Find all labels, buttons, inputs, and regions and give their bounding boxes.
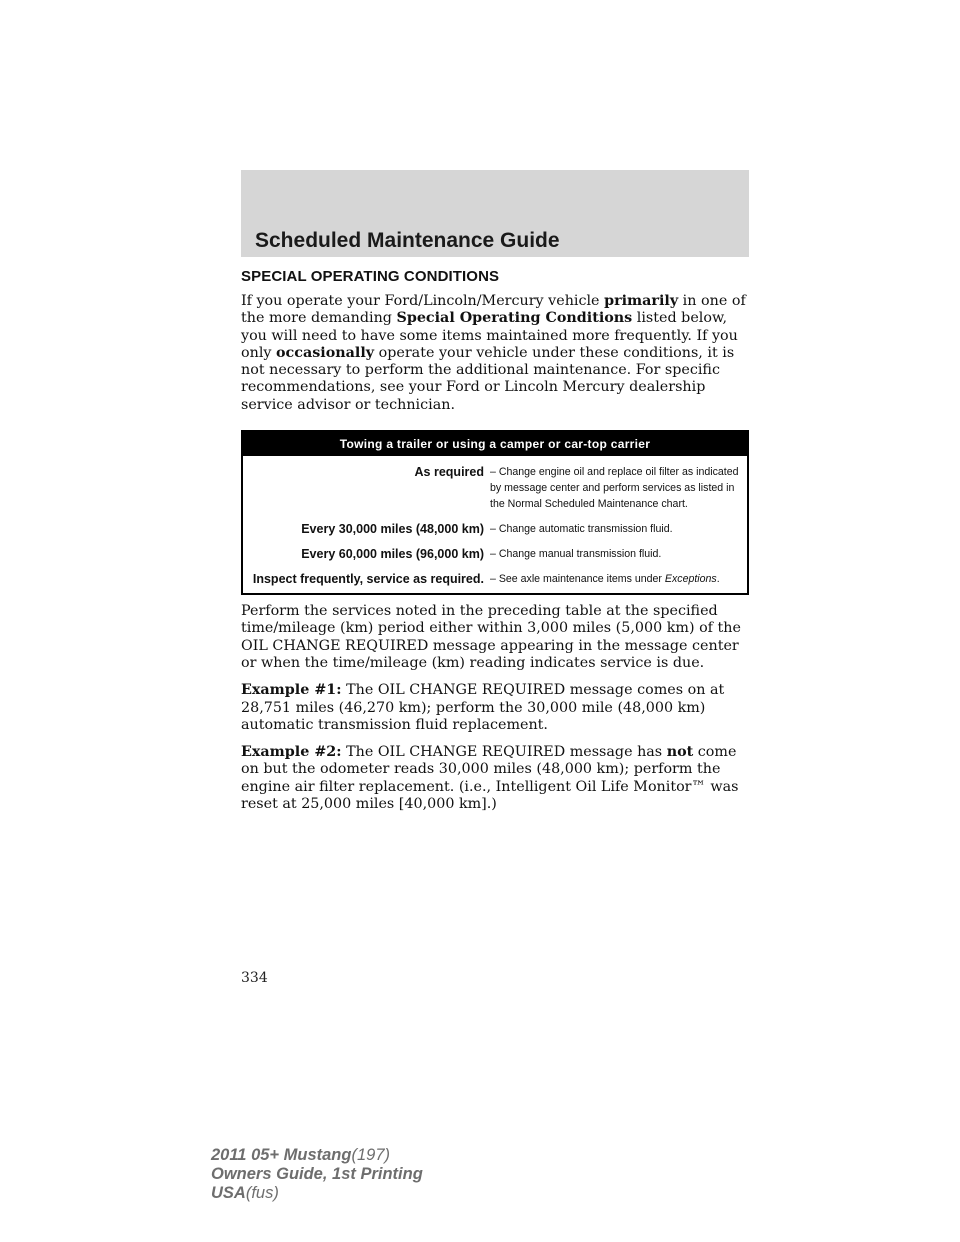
footer-model: 2011 05+ Mustang — [211, 1146, 352, 1164]
section-header-band — [241, 170, 749, 257]
example-1-text: The OIL CHANGE REQUIRED message comes on at 28,751 miles (46,270 km); perform the 30,000 mile (48,000 km) automatic transmission fluid replacement. — [241, 682, 725, 733]
action-end: . — [716, 573, 720, 586]
interval-cell: Every 60,000 miles (96,000 km) — [301, 547, 484, 562]
action-cell — [490, 571, 741, 587]
table-row — [243, 546, 741, 562]
example-2-label: Example #2: — [241, 744, 342, 761]
intro-bold-primarily: primarily — [604, 293, 679, 309]
intro-text-3: listed below, you will need to have some items maintained more frequently. If you only — [241, 310, 738, 361]
table-row — [243, 571, 741, 587]
action-text: – See axle maintenance items under — [490, 573, 665, 586]
footer-line-3 — [211, 1184, 423, 1203]
example-1-paragraph — [241, 682, 753, 734]
exceptions-link-text: Exceptions — [664, 573, 717, 586]
main-content — [241, 268, 753, 823]
table-header: Towing a trailer or using a camper or car-top carrier — [243, 432, 747, 456]
table-body — [243, 456, 747, 593]
section-heading: SPECIAL OPERATING CONDITIONS — [241, 268, 500, 285]
intro-text-2: in one of the more demanding — [241, 293, 746, 327]
print-footer — [211, 1146, 423, 1203]
example-1-label: Example #1: — [241, 682, 342, 699]
intro-bold-occasionally: occasionally — [276, 344, 375, 361]
after-table-paragraph: Perform the services noted in the preceding table at the specified time/mileage (km) period either within 3,000 miles (5,000 km) of the OIL CHANGE REQUIRED message appearing in the message center or when the time/mileage (km) reading indicates service is due. — [241, 603, 741, 671]
example-2-paragraph — [241, 744, 753, 813]
action-cell: – Change manual transmission fluid. — [490, 548, 662, 561]
interval-cell: As required — [414, 465, 484, 480]
example-2-bold-not: not — [666, 744, 694, 761]
intro-paragraph — [241, 293, 753, 414]
intro-text-4: operate your vehicle under these conditions, it is not necessary to perform the additional maintenance. For specific recommendations, see your Ford or Lincoln Mercury dealership service advisor or technician. — [241, 344, 735, 413]
footer-line-2: Owners Guide, 1st Printing — [211, 1165, 423, 1183]
action-cell: – Change engine oil and replace oil filter as indicated by message center and perform services as listed in the Normal Scheduled Maintenance chart. — [490, 466, 739, 511]
footer-region-code: (fus) — [245, 1184, 279, 1202]
footer-region: USA — [211, 1184, 246, 1202]
page-number: 334 — [241, 970, 268, 986]
action-cell: – Change automatic transmission fluid. — [490, 523, 673, 536]
intro-bold-conditions: Special Operating Conditions — [396, 310, 633, 327]
footer-line-1 — [211, 1146, 423, 1165]
footer-model-code: (197) — [351, 1146, 390, 1164]
interval-cell: Inspect frequently, service as required. — [252, 572, 484, 587]
table-row — [243, 521, 741, 537]
maintenance-table — [241, 430, 749, 595]
interval-cell: Every 30,000 miles (48,000 km) — [301, 522, 484, 537]
table-row — [243, 464, 741, 512]
example-2-text-2: come on but the odometer reads 30,000 miles (48,000 km); perform the engine air filter replacement. (i.e., Intelligent Oil Life Monitor™ was reset at 25,000 miles [40,000 km].) — [241, 744, 739, 813]
intro-text-1: If you operate your Ford/Lincoln/Mercury vehicle — [241, 293, 605, 309]
page-title: Scheduled Maintenance Guide — [255, 229, 560, 252]
example-2-text-1: The OIL CHANGE REQUIRED message has — [341, 744, 667, 761]
